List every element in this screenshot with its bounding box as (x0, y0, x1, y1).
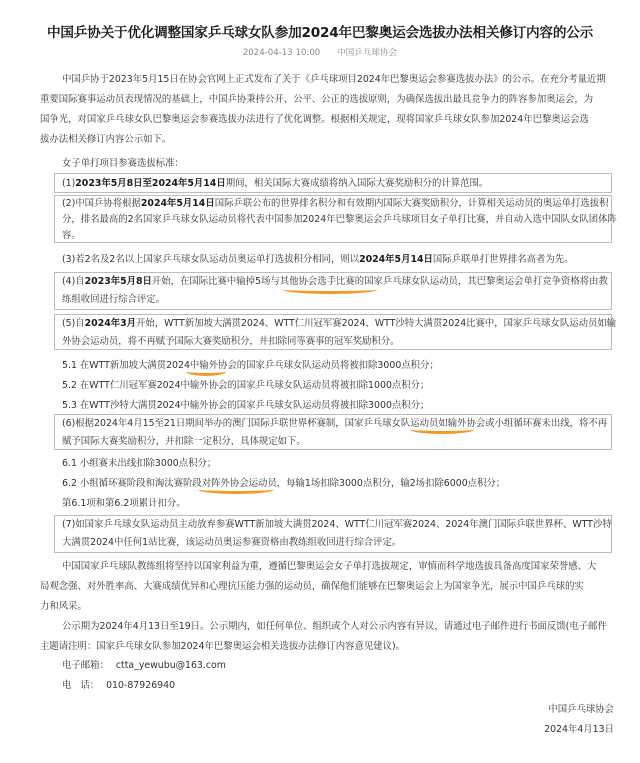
item-6-1: 6.1 小组赛未出线扣除3000点积分； (62, 458, 217, 469)
item-7-line-1: (7)如国家乒乓球女队运动员主动放弃参赛WTT新加坡大满贯2024、WTT仁川冠军赛2024、2024年澳门国际乒联世界杯、WTT沙特 (62, 519, 612, 530)
closing-line-1: 中国国家乒乓球队教练组将坚持以国家利益为重，遵循巴黎奥运会女子单打选拔规定，审慎而科学地选拔具备高度国家荣誉感、大 (62, 561, 597, 572)
publish-date: 2024-04-13 10:00 (242, 48, 321, 58)
highlight-underline (410, 425, 474, 434)
item-1: (1)2023年5月8日至2024年5月14日期间，相关国际大赛成绩将纳入国际大赛奖励积分的计算范围。 (62, 178, 489, 189)
email-label: 电子邮箱： (62, 660, 109, 671)
intro-line-2: 重要国际赛事运动员表现情况的基础上，中国乒协秉持公开、公平、公正的选拔原则，为确保选拔出最具竞争力的阵容参加奥运会，为 (40, 94, 594, 105)
item-2-line-3: 容。 (62, 230, 81, 241)
standards-heading: 女子单打项目参赛选拔标准： (62, 158, 184, 169)
intro-line-4: 拔办法相关修订内容公示如下。 (40, 134, 172, 145)
item-7-line-2: 大满贯2024中任何1站比赛，该运动员奥运参赛资格由教练组收回进行综合评定。 (62, 537, 402, 548)
item-5-2: 5.2 在WTT仁川冠军赛2024中输外协会的国家乒乓球女队运动员将被扣除1000点积分； (62, 380, 430, 391)
email-link[interactable]: ctta_yewubu@163.com (115, 660, 226, 671)
item-6-line-1: (6)根据2024年4月15至21日期间举办的澳门国际乒联世界杯赛制，国家乒乓球女队运动员如输外协会或小组循环赛未出线，将不再 (62, 418, 608, 429)
phone-number: 010-87926940 (106, 680, 176, 691)
email-row (62, 660, 226, 672)
publish-source: 中国乒乓球协会 (337, 48, 398, 58)
closing-line-2: 局观念强、对外胜率高、大赛成绩优异和心理抗压能力强的运动员，确保他们能够在巴黎奥运会上为国家争光，展示中国乒乓球的实 (40, 581, 584, 592)
item-6-note: 第6.1项和第6.2项累计扣分。 (62, 498, 186, 509)
item-5-line-1: (5)自2024年3月开始，WTT新加坡大满贯2024、WTT仁川冠军赛2024、WTT沙特大满贯2024比赛中，国家乒乓球女队运动员如输 (62, 318, 617, 329)
phone-row (62, 680, 175, 692)
item-5-3: 5.3 在WTT沙特大满贯2024中输外协会的国家乒乓球女队运动员将被扣除3000点积分； (62, 400, 430, 411)
item-3: (3)若2名及2名以上国家乒乓球女队运动员奥运单打选拔积分相同，则以2024年5月14日国际乒联单打世界排名高者为先。 (62, 254, 574, 265)
intro-line-3: 国争光，对国家乒乓球女队巴黎奥运会参赛选拔办法进行了优化调整。根据相关规定，现将国家乒乓球女队参加2024年巴黎奥运会选 (40, 114, 589, 125)
notice-line-1: 公示期为2024年4月13日至19日。公示期内，如任何单位、组织或个人对公示内容有异议，请通过电子邮件进行书面反馈(电子邮件 (62, 621, 607, 632)
item-4-line-1: (4)自2023年5月8日开始，在国际比赛中输掉5场与其他协会选手比赛的国家乒乓球女队运动员，其巴黎奥运会单打竞争资格将由教 (62, 276, 608, 287)
page-title: 中国乒协关于优化调整国家乒乓球女队参加2024年巴黎奥运会选拔办法相关修订内容的公示 (47, 25, 593, 41)
notice-line-2: 主题请注明：国家乒乓球女队参加2024年巴黎奥运会相关选拔办法修订内容意见建议)。 (40, 641, 406, 652)
item-1-dates: 2023年5月8日至2024年5月14日 (75, 178, 226, 189)
item-6-line-2: 赋予国际大赛奖励积分，并扣除一定积分，具体规定如下。 (62, 436, 306, 447)
phone-label: 电 话： (62, 680, 100, 691)
highlight-underline (283, 285, 377, 294)
highlight-underline (186, 367, 226, 376)
item-6-2: 6.2 小组循环赛阶段和淘汰赛阶段对阵外协会运动员，每输1场扣除3000点积分，输2场扣除6000点积分； (62, 478, 506, 489)
signature: 中国乒乓球协会 (548, 704, 614, 715)
closing-line-3: 力和风采。 (40, 601, 87, 612)
sign-date: 2024年4月13日 (544, 724, 614, 735)
publish-meta (0, 46, 640, 58)
intro-line-1: 中国乒协于2023年5月15日在协会官网上正式发布了关于《乒乓球项目2024年巴黎奥运会参赛选拔办法》的公示。在充分考量近期 (62, 74, 606, 85)
highlight-underline (198, 485, 274, 494)
item-2-line-1: (2)中国乒协将根据2024年5月14日国际乒联公布的世界排名积分和有效期内国际大赛奖励积分，计算相关运动员的奥运单打选拔积 (62, 198, 609, 209)
item-2-line-2: 分，排名最高的2名国家乒乓球女队运动员将代表中国参加2024年巴黎奥运会乒乓球项目女子单打比赛，并自动入选中国队女队团体阵 (62, 214, 617, 225)
item-4-line-2: 练组收回进行综合评定。 (62, 294, 166, 305)
item-5-line-2: 外协会运动员，将不再赋予国际大赛奖励积分，并扣除同等赛事的冠军奖励积分。 (62, 336, 400, 347)
item-5-1: 5.1 在WTT新加坡大满贯2024中输外协会的国家乒乓球女队运动员将被扣除3000点积分； (62, 360, 439, 371)
